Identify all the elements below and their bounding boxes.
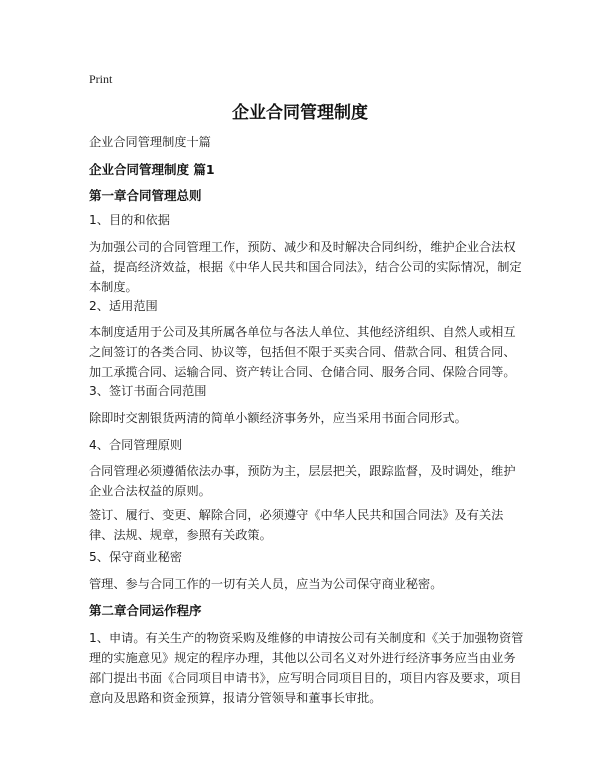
section2-body: 本制度适用于公司及其所属各单位与各法人单位、其他经济组织、自然人或相互之间签订的各类合同、协议等，包括但不限于买卖合同、借款合同、租赁合同、加工承揽合同、运输合同、资产转让合同、仓储合同、服务合同、保险合同等。: [89, 325, 516, 379]
chapter2-heading: 第二章合同运作程序: [89, 603, 202, 618]
chapter2-section1-body: 1、申请。有关生产的物资采购及维修的申请按公司有关制度和《关于加强物资管理的实施意见》规定的程序办理，其他以公司名义对外进行经济事务应当由业务部门提出书面《合同项目申请书》，应写明合同项目目的，项目内容及要求，项目意向及思路和资金预算，报请分管领导和董事长审批。: [89, 631, 524, 705]
document-title: 企业合同管理制度: [232, 103, 368, 123]
section2-title: 2、适用范围: [89, 299, 158, 313]
section1-body: 为加强公司的合同管理工作，预防、减少和及时解决合同纠纷，维护企业合法权益，提高经济效益，根据《中华人民共和国合同法》，结合公司的实际情况，制定本制度。: [89, 240, 522, 294]
section3-title: 3、签订书面合同范围: [89, 384, 207, 398]
article-heading: 企业合同管理制度 篇1: [89, 162, 215, 177]
section3-body: 除即时交割银货两清的简单小额经济事务外，应当采用书面合同形式。: [89, 411, 467, 425]
section4-body-1: 合同管理必须遵循依法办事，预防为主，层层把关，跟踪监督，及时调处，维护企业合法权益的原则。: [89, 464, 516, 498]
section1-title: 1、目的和依据: [89, 213, 170, 227]
section4-title: 4、合同管理原则: [89, 438, 183, 452]
document-subtitle: 企业合同管理制度十篇: [89, 135, 211, 149]
section4-body-2: 签订、履行、变更、解除合同，必须遵守《中华人民共和国合同法》及有关法律、法规、规章，参照有关政策。: [89, 508, 504, 542]
section5-body: 管理、参与合同工作的一切有关人员，应当为公司保守商业秘密。: [89, 577, 443, 591]
chapter1-heading: 第一章合同管理总则: [89, 188, 202, 203]
section5-title: 5、保守商业秘密: [89, 550, 183, 564]
print-label: Print: [89, 72, 113, 86]
